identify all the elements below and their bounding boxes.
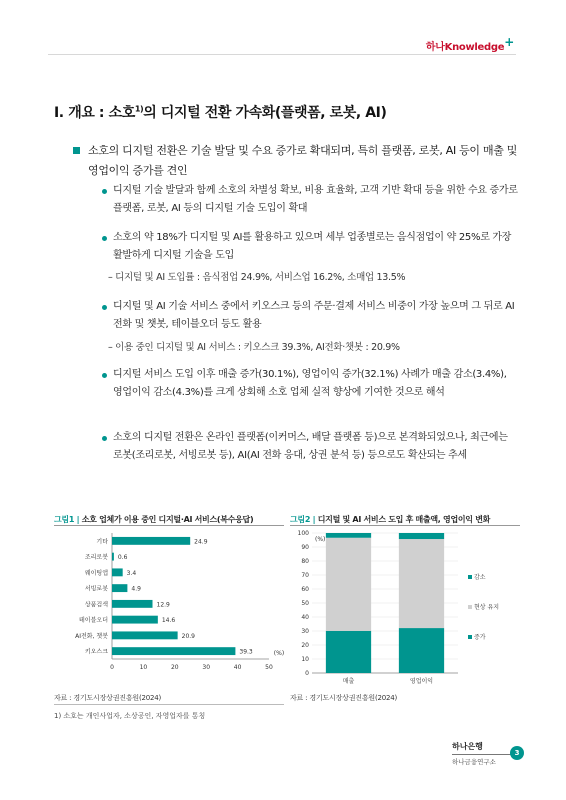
data-label: 4.9 (131, 585, 141, 593)
dash-item-1: – 디지털 및 AI 도입률 : 음식점업 24.9%, 서비스업 16.2%, 소매업 13.5% (108, 272, 406, 283)
y-tick-label: 70 (301, 572, 309, 579)
y-tick-label: 60 (301, 586, 309, 593)
x-tick-label: 0 (110, 664, 114, 671)
category-label: 키오스크 (84, 648, 108, 656)
dot-bullet-icon (102, 236, 107, 241)
lead-text: 소호의 디지털 전환은 기술 발달 및 수요 증가로 확대되며, 특히 플랫폼, 로봇, AI 등이 매출 및 영업이익 증가를 견인 (88, 144, 518, 177)
dot-bullet-icon (102, 436, 107, 441)
dot-bullet-icon (102, 373, 107, 378)
section-title (54, 102, 386, 122)
y-tick-label: 100 (297, 530, 309, 537)
footnote-ref: 1) (134, 104, 144, 114)
figure-2-divider: | (312, 515, 316, 524)
bar (112, 631, 178, 639)
category-label: 상품검색 (84, 601, 108, 609)
stacked-bar-chart-change (290, 527, 520, 689)
figure-1-chart (54, 527, 284, 689)
legend-swatch (468, 605, 472, 609)
category-label: 서빙로봇 (84, 585, 108, 593)
y-tick-label: 20 (301, 642, 309, 649)
data-label: 0.6 (117, 554, 128, 562)
bullet-4 (113, 366, 518, 402)
data-label: 24.9 (194, 538, 208, 546)
footer-divider (452, 754, 512, 755)
category-label: 테이블오더 (79, 617, 108, 625)
x-tick-label: 40 (233, 664, 242, 671)
y-tick-label: 0 (305, 670, 309, 677)
footnote-divider (54, 704, 284, 705)
brand-logo (425, 35, 514, 53)
legend-swatch (468, 635, 472, 639)
bar-chart-services (54, 527, 284, 689)
x-tick-label: 30 (202, 664, 211, 671)
footnote: 1) 소호는 개인사업자, 소상공인, 자영업자를 통칭 (54, 712, 206, 720)
y-tick-label: 40 (301, 614, 309, 621)
bullet-2-text: 소호의 약 18%가 디지털 및 AI를 활용하고 있으며 세부 업종별로는 음식점업이 약 25%로 가장 활발하게 디지털 기술을 도입 (113, 232, 512, 261)
bullet-3-text: 디지털 및 AI 기술 서비스 중에서 키오스크 등의 주문·결제 서비스 비중이 가장 높으며 그 뒤로 AI전화 및 챗봇, 테이블오더 등도 활용 (113, 301, 515, 330)
unit-label: (%) (273, 650, 284, 657)
bar (112, 584, 127, 592)
data-label: 3.4 (126, 569, 137, 577)
category-label: 조리로봇 (84, 554, 108, 562)
stacked-bar-segment (399, 539, 444, 628)
dot-bullet-icon (102, 305, 107, 310)
footer-bank-name: 하나은행 (452, 742, 483, 751)
figure-1-number: 그림1 (54, 515, 75, 524)
bar (112, 616, 158, 624)
figure-2-caption (290, 514, 490, 525)
category-label: 영업이익 (409, 678, 434, 685)
legend-swatch (468, 575, 472, 579)
data-label: 39.3 (239, 648, 253, 656)
figure-2-number: 그림2 (290, 515, 311, 524)
figure-2-title: 디지털 및 AI 서비스 도입 후 매출액, 영업이익 변화 (317, 515, 491, 524)
x-tick-label: 20 (170, 664, 179, 671)
dot-bullet-icon (102, 189, 107, 194)
figure-1-title: 소호 업체가 이용 중인 디지털·AI 서비스(복수응답) (81, 515, 254, 524)
y-tick-label: 10 (301, 656, 309, 663)
section-title-main: I. 개요 : 소호 (54, 105, 135, 121)
category-label: 기타 (96, 538, 108, 546)
bullet-3 (113, 298, 518, 334)
x-tick-label: 50 (265, 664, 273, 671)
bullet-1-text: 디지털 기술 발달과 함께 소호의 차별성 확보, 비용 효율화, 고객 기반 확대 등을 위한 수요 증가로 플랫폼, 로봇, AI 등의 디지털 기술 도입이 확대 (113, 185, 518, 214)
legend-label: 감소 (474, 574, 486, 581)
data-label: 20.9 (181, 632, 195, 640)
legend-label: 증가 (474, 634, 486, 641)
figure-1-source: 자료 : 경기도시장상권진흥원(2024) (54, 694, 162, 702)
bullet-5 (113, 429, 518, 465)
x-tick-label: 10 (139, 664, 148, 671)
bar (112, 600, 153, 608)
bar (112, 553, 114, 561)
brand-text: 하나Knowledge (425, 42, 505, 53)
category-label: AI전화, 챗봇 (75, 632, 108, 640)
stacked-bar-segment (326, 538, 371, 631)
bullet-1 (113, 182, 518, 218)
bar (112, 568, 123, 576)
y-tick-label: 30 (301, 628, 309, 635)
bullet-4-text: 디지털 서비스 도입 이후 매출 증가(30.1%), 영업이익 증가(32.1%) 사례가 매출 감소(3.4%), 영업이익 감소(4.3%)를 크게 상회해 소호 업체 실적 향상에 기여한 것으로 해석 (113, 369, 507, 398)
bar (112, 647, 235, 655)
category-label: 매출 (342, 678, 355, 685)
unit-label: (%) (315, 536, 326, 543)
figure-2-source: 자료 : 경기도시장상권진흥원(2024) (290, 694, 398, 702)
bullet-5-text: 소호의 디지털 전환은 온라인 플랫폼(이커머스, 배달 플랫폼 등)으로 본격화되었으나, 최근에는 로봇(조리로봇, 서빙로봇 등), AI(AI 전화 응대, 상권 분석 등) 등으로도 확산되는 추세 (113, 432, 508, 461)
data-label: 12.9 (156, 601, 170, 609)
category-label: 웨이팅앱 (84, 569, 108, 577)
plus-icon: + (504, 35, 514, 49)
figure-1-rule (54, 525, 284, 526)
figure-2-rule (290, 525, 520, 526)
figure-1-divider: | (76, 515, 80, 524)
stacked-bar-segment (399, 628, 444, 673)
figure-2-chart (290, 527, 520, 689)
dash-item-2: – 이용 중인 디지털 및 AI 서비스 : 키오스크 39.3%, AI전화·챗봇 : 20.9% (108, 342, 400, 353)
figure-1-caption (54, 514, 253, 525)
stacked-bar-segment (399, 533, 444, 539)
y-tick-label: 90 (301, 544, 309, 551)
stacked-bar-segment (326, 533, 371, 538)
legend-label: 현상 유지 (474, 604, 500, 611)
bar (112, 537, 190, 545)
header-divider (48, 54, 516, 55)
y-tick-label: 50 (301, 600, 309, 607)
data-label: 14.6 (161, 617, 176, 625)
lead-paragraph (88, 141, 518, 181)
stacked-bar-segment (326, 631, 371, 673)
square-bullet-icon (73, 147, 80, 154)
y-tick-label: 80 (301, 558, 309, 565)
footer-institute: 하나금융연구소 (452, 758, 496, 766)
bullet-2 (113, 229, 518, 265)
section-title-rest: 의 디지털 전환 가속화(플랫폼, 로봇, AI) (143, 105, 387, 121)
page-number: 3 (510, 746, 524, 760)
